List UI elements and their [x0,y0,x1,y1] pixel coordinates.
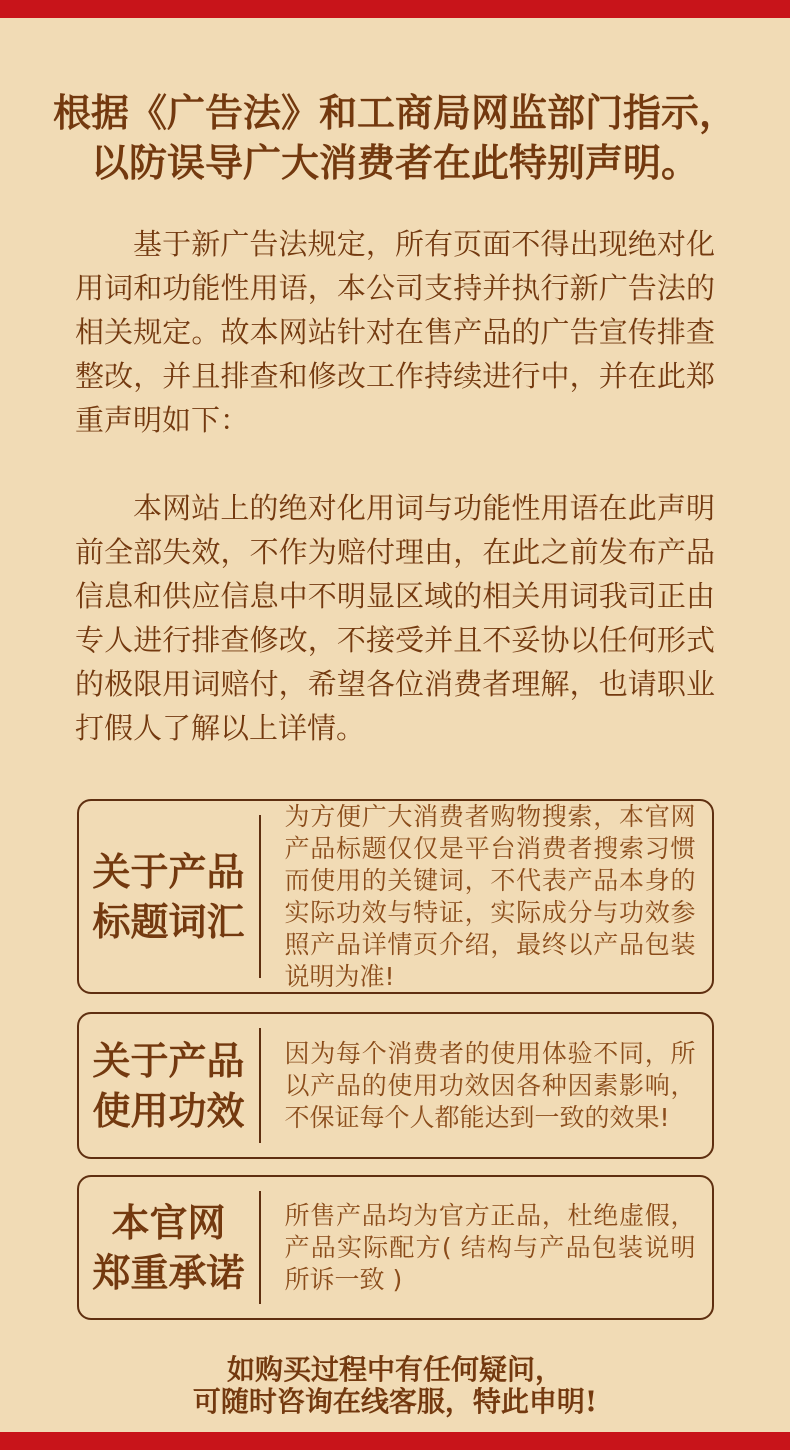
notice-box-body [261,801,712,992]
notice-box-label-line-1: 关于产品 [92,848,245,894]
notice-box-label [79,1177,259,1318]
footer-note [0,1354,790,1418]
notice-box-label-line-2: 郑重承诺 [92,1249,245,1295]
notice-box-product-title [77,799,714,994]
notice-box-body-text: 因为每个消费者的使用体验不同，所以产品的使用功效因各种因素影响，不保证每个人都能达到一致的效果! [284,1038,696,1132]
footer-note-line-1: 如购买过程中有任何疑问， [226,1353,563,1386]
page-title-line-1: 根据《广告法》和工商局网监部门指示， [52,90,737,135]
page-title-line-2: 以防误导广大消费者在此特别声明。 [90,140,699,185]
notice-box-label-line-2: 使用功效 [92,1087,245,1133]
footer-note-line-2: 可随时咨询在线客服，特此申明! [192,1385,598,1418]
notice-box-body-text: 为方便广大消费者购物搜索，本官网产品标题仅仅是平台消费者搜索习惯而使用的关键词，不代表产品本身的实际功效与特证，实际成分与功效参照产品详情页介绍，最终以产品包装说明为准! [284,801,696,991]
notice-box-body-text: 所售产品均为官方正品，杜绝虚假，产品实际配方( 结构与产品包装说明所诉一致 ) [284,1200,696,1294]
statement-paragraph-1: 基于新广告法规定，所有页面不得出现绝对化用词和功能性用语，本公司支持并执行新广告法的相关规定。故本网站针对在售产品的广告宣传排查整改，并且排查和修改工作持续进行中，并在此郑重声明如下： [75,227,715,437]
top-red-bar [0,0,790,18]
statement-paragraph-2: 本网站上的绝对化用词与功能性用语在此声明前全部失效，不作为赔付理由，在此之前发布产品信息和供应信息中不明显区域的相关用词我司正由专人进行排查修改，不接受并且不妥协以任何形式的极限用词赔付，希望各位消费者理解，也请职业打假人了解以上详情。 [75,491,715,745]
notice-box-body [261,1014,712,1157]
notice-box-product-effect [77,1012,714,1159]
notice-box-body [261,1177,712,1318]
notice-box-official-promise [77,1175,714,1320]
notice-box-label-line-1: 关于产品 [92,1037,245,1083]
notice-box-label-line-2: 标题词汇 [92,898,245,944]
notice-box-list [0,799,790,1320]
notice-box-label [79,801,259,992]
notice-box-label [79,1014,259,1157]
bottom-red-bar [0,1432,790,1450]
page-title [0,0,790,188]
notice-box-label-line-1: 本官网 [111,1199,226,1245]
